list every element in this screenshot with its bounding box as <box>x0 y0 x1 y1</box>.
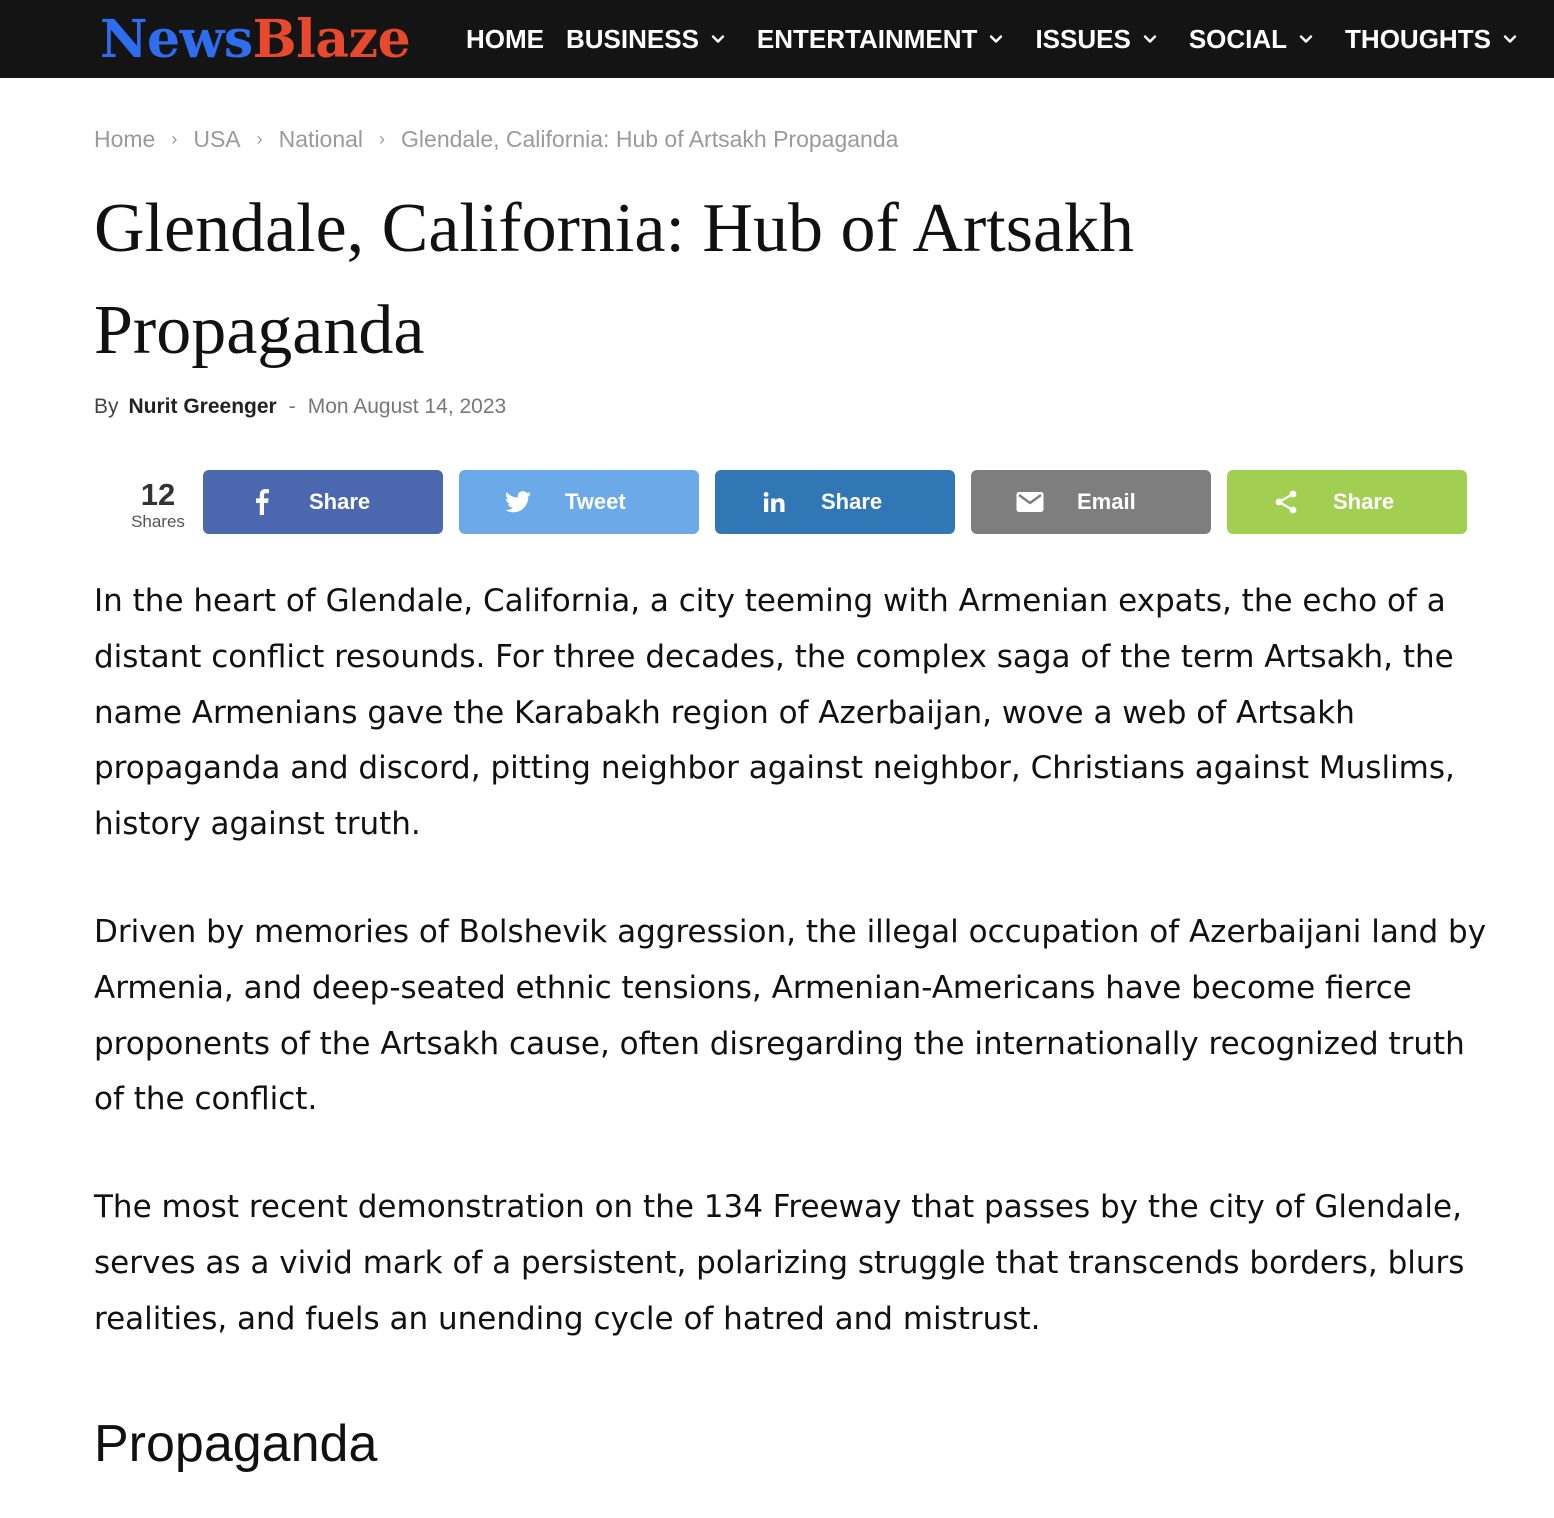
share-button-label: Share <box>821 489 883 514</box>
share-icon <box>1271 487 1301 517</box>
generic-share-button[interactable] <box>1227 470 1467 534</box>
email-icon <box>1015 487 1045 517</box>
breadcrumb-home[interactable]: Home <box>94 126 156 152</box>
linkedin-icon <box>759 487 789 517</box>
tweet-button-label: Tweet <box>565 489 626 514</box>
twitter-tweet-button[interactable] <box>459 470 699 534</box>
article-paragraph: Driven by memories of Bolshevik aggression, the illegal occupation of Azerbaijani land by Armenia, and deep-seated ethnic tensions, Armenian-Americans have become fierce proponents of the Artsakh cause, often disregarding the internationally recognized truth of the conflict. <box>94 913 1487 1118</box>
nav-item-home[interactable] <box>466 24 544 55</box>
chevron-down-icon <box>989 32 1003 46</box>
nav-item-business[interactable] <box>566 24 725 55</box>
chevron-down-icon <box>1143 32 1157 46</box>
nav-item-label: BUSINESS <box>566 23 699 54</box>
byline-by-label: By <box>94 395 119 418</box>
share-count-label: Shares <box>131 512 185 531</box>
logo-blaze-text: Blaze <box>252 8 411 70</box>
chevron-down-icon <box>1299 32 1313 46</box>
nav-item-thoughts[interactable] <box>1345 24 1517 55</box>
breadcrumb-separator: › <box>379 129 386 149</box>
facebook-share-button[interactable] <box>203 470 443 534</box>
facebook-icon <box>247 487 277 517</box>
top-navbar <box>0 0 1554 78</box>
article-paragraph: In the heart of Glendale, California, a city teeming with Armenian expats, the echo of a distant conflict resounds. For three decades, the complex saga of the term Artsakh, the name Armenians gave the Karabakh region of Azerbaijan, wove a web of Artsakh propaganda and discord, pitting neighbor against neighbor, Christians against Muslims, history against truth. <box>94 583 1455 843</box>
author-link[interactable]: Nurit Greenger <box>128 395 277 418</box>
article-byline <box>94 395 506 419</box>
breadcrumb-national[interactable]: National <box>278 126 364 152</box>
breadcrumb-current: Glendale, California: Hub of Artsakh Propaganda <box>401 126 899 152</box>
chevron-down-icon <box>711 32 725 46</box>
publish-date: Mon August 14, 2023 <box>307 395 507 418</box>
nav-item-issues[interactable] <box>1035 24 1156 55</box>
nav-item-social[interactable] <box>1189 24 1313 55</box>
article-title: Glendale, California: Hub of Artsakh Propaganda <box>94 190 1135 369</box>
nav-item-label: ISSUES <box>1035 23 1131 54</box>
section-heading: Propaganda <box>94 1415 378 1473</box>
share-button-label: Share <box>1333 489 1395 514</box>
share-counter <box>118 478 198 532</box>
twitter-icon <box>503 487 533 517</box>
chevron-down-icon <box>1503 32 1517 46</box>
article-paragraph: The most recent demonstration on the 134 Freeway that passes by the city of Glendale, serves as a vivid mark of a persistent, polarizing struggle that transcends borders, blurs realities, and fuels an unending cycle of hatred and mistrust. <box>94 1189 1465 1337</box>
nav-item-label: SOCIAL <box>1188 23 1288 54</box>
site-logo[interactable] <box>100 6 410 72</box>
email-button-label: Email <box>1077 489 1136 514</box>
email-share-button[interactable] <box>971 470 1211 534</box>
nav-item-label: HOME <box>466 23 544 54</box>
breadcrumb-usa[interactable]: USA <box>193 126 241 152</box>
share-count-number: 12 <box>140 477 176 512</box>
linkedin-share-button[interactable] <box>715 470 955 534</box>
byline-separator: - <box>288 395 296 418</box>
breadcrumb <box>94 126 898 153</box>
nav-item-entertainment[interactable] <box>757 24 1004 55</box>
breadcrumb-separator: › <box>171 129 178 149</box>
share-button-label: Share <box>309 489 371 514</box>
breadcrumb-separator: › <box>256 129 263 149</box>
article-body <box>94 574 1494 1400</box>
logo-news-text: News <box>100 8 253 70</box>
nav-item-label: ENTERTAINMENT <box>756 23 978 54</box>
main-nav <box>466 0 1517 78</box>
nav-item-label: THOUGHTS <box>1345 23 1491 54</box>
